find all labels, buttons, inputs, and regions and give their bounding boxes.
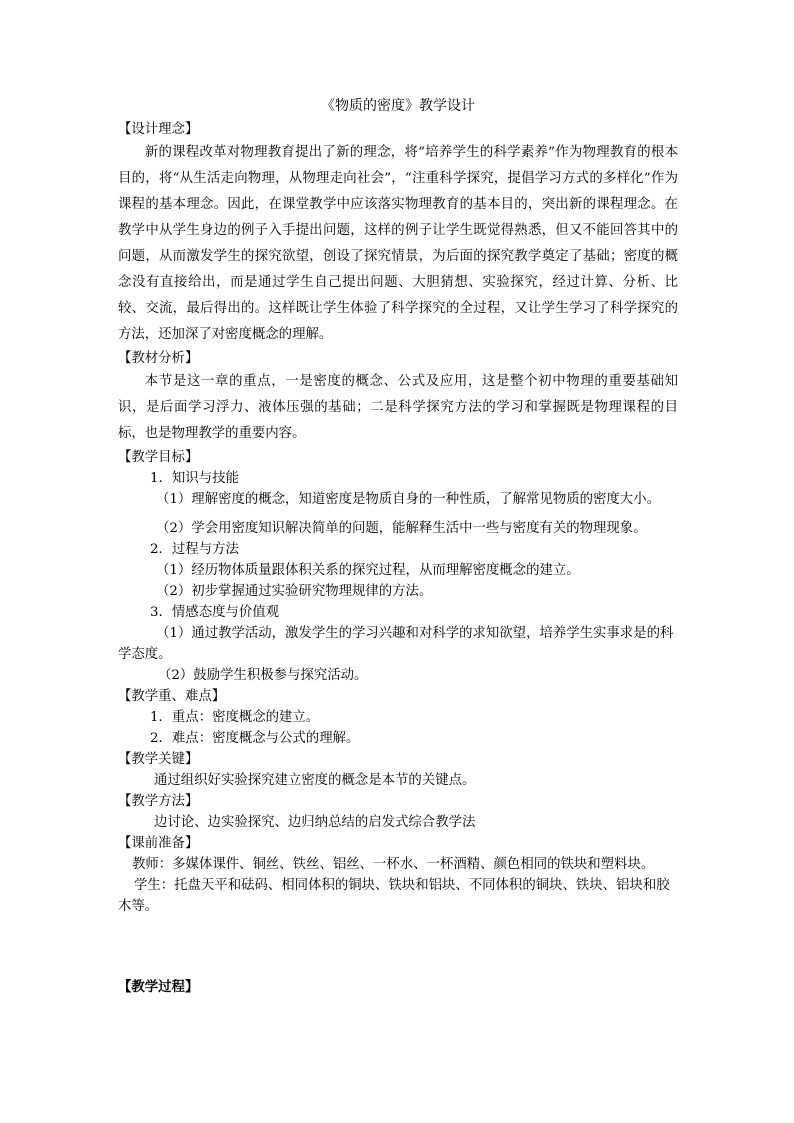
paragraph-teaching-key: 通过组织好实验探究建立密度的概念是本节的关键点。 (154, 773, 476, 788)
goal-item-process: 2．过程与方法 (150, 542, 239, 557)
goal-item-knowledge: 1．知识与技能 (150, 471, 239, 486)
section-heading-teaching-process: 【教学过程】 (118, 979, 199, 995)
section-heading-teaching-method: 【教学方法】 (118, 794, 199, 809)
preparation-teacher: 教师：多媒体课件、铜丝、铁丝、铝丝、一杯水、一杯酒精、颜色相同的铁块和塑料块。 (132, 857, 655, 872)
paragraph-teaching-method: 边讨论、边实验探究、边归纳总结的启发式综合教学法 (154, 815, 476, 830)
difficult-point-item: 2．难点：密度概念与公式的理解。 (150, 731, 360, 746)
section-heading-teaching-goals: 【教学目标】 (118, 450, 199, 465)
section-heading-textbook-analysis: 【教材分析】 (118, 351, 199, 366)
goal-subitem: （1）通过教学活动，激发学生的学习兴趣和对科学的求知欲望，培养学生实事求是的科学态度。 (118, 626, 674, 662)
goal-subitem: （2）学会用密度知识解决简单的问题，能解释生活中一些与密度有关的物理现象。 (156, 521, 647, 536)
spacer (118, 917, 678, 977)
paragraph-textbook-analysis: 本节是这一章的重点，一是密度的概念、公式及应用，这是整个初中物理的重要基础知识，是后面学习浮力、液体压强的基础；二是科学探究方法的学习和掌握既是物理课程的目标，也是物理教学的重要内容。 (118, 374, 678, 441)
goal-subitem: （1）理解密度的概念，知道密度是物质自身的一种性质，了解常见物质的密度大小。 (156, 492, 660, 507)
preparation-student: 学生：托盘天平和砝码、相同体积的铜块、铁块和铝块、不同体积的铜块、铁块、铝块和胶木等。 (118, 878, 670, 914)
document-page (118, 96, 678, 998)
section-heading-preparation: 【课前准备】 (118, 836, 199, 851)
paragraph-design-concept: 新的课程改革对物理教育提出了新的理念，将“培养学生的科学素养”作为物理教育的根本目的，将“从生活走向物理，从物理走向社会”，“注重科学探究，提倡学习方式的多样化”作为课程的基本理念。因此，在课堂教学中应该落实物理教育的基本目的，突出新的课程理念。在教学中从学生身边的例子入手提出问题，这样的例子让学生既觉得熟悉，但又不能回答其中的问题，从而激发学生的探究欲望，创设了探究情景，为后面的探究教学奠定了基础；密度的概念没有直接给出，而是通过学生自己提出问题、大胆猜想、实验探究，经过计算、分析、比较、交流，最后得出的。这样既让学生体验了科学探究的全过程，又让学生学习了科学探究的方法，还加深了对密度概念的理解。 (118, 145, 678, 342)
goal-subitem: （1）经历物体质量跟体积关系的探究过程，从而理解密度概念的建立。 (156, 563, 580, 578)
goal-item-attitude: 3．情感态度与价值观 (150, 605, 280, 620)
section-heading-teaching-key: 【教学关键】 (118, 752, 199, 767)
goal-subitem: （2）鼓励学生积极参与探究活动。 (158, 668, 368, 683)
section-heading-design-concept: 【设计理念】 (118, 122, 199, 137)
spacer (118, 510, 678, 518)
key-point-item: 1．重点：密度概念的建立。 (150, 710, 320, 725)
document-title: 《物质的密度》教学设计 (321, 98, 475, 114)
section-heading-key-difficult-points: 【教学重、难点】 (118, 689, 226, 704)
goal-subitem: （2）初步掌握通过实验研究物理规律的方法。 (156, 584, 433, 599)
